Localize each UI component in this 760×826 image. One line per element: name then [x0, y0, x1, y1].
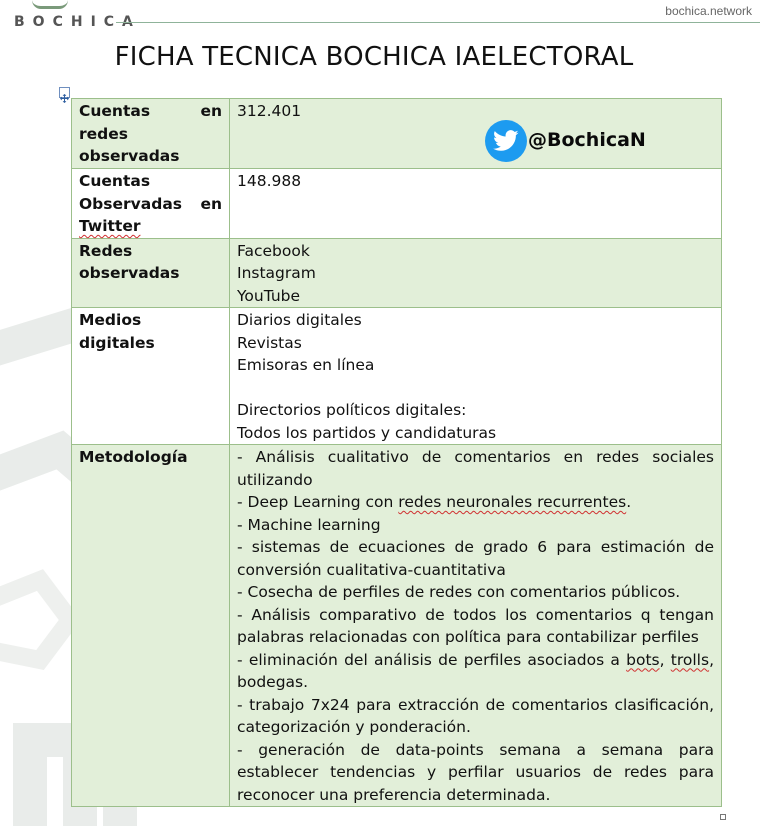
twitter-bird-icon: [485, 120, 527, 162]
row-label-word: Twitter: [79, 217, 141, 235]
table-move-handle-icon[interactable]: [59, 87, 70, 98]
row-label: Metodología: [72, 445, 230, 807]
method-item: [237, 649, 714, 694]
method-item: - Análisis comparativo de todos los comentarios q tengan palabras relacionadas con política para contabilizar perfiles: [237, 605, 714, 646]
list-item: Facebook: [237, 241, 310, 260]
row-label-word: en: [200, 194, 222, 213]
list-item: Emisoras en línea: [237, 356, 375, 374]
table-row: [72, 169, 722, 239]
list-item: Revistas: [237, 333, 302, 352]
site-url[interactable]: bochica.network: [665, 4, 752, 18]
brand-logo: BOCHICA: [14, 14, 141, 30]
method-item: - Análisis cualitativo de comentarios en redes sociales utilizando: [237, 448, 714, 489]
method-item: - trabajo 7x24 para extracción de comentarios clasificación, categorización y ponderación.: [237, 695, 714, 736]
method-text: redes neuronales recurrentes: [398, 493, 627, 511]
spec-table: [71, 98, 722, 807]
row-label: Medios digitales: [72, 308, 230, 445]
row-label: Cuentas en redes observadas: [72, 99, 230, 169]
directory-value: Todos los partidos y candidaturas: [237, 423, 497, 442]
method-text: bots: [626, 650, 660, 669]
page-title: FICHA TECNICA BOCHICA IAELECTORAL: [114, 42, 634, 72]
method-item: - sistemas de ecuaciones de grado 6 para estimación de conversión cualitativa-cuantitativa: [237, 538, 714, 579]
method-text: .: [626, 493, 632, 511]
directory-title: Directorios políticos digitales:: [237, 401, 467, 419]
twitter-handle[interactable]: [485, 120, 714, 162]
list-item: Diarios digitales: [237, 311, 362, 329]
table-row: [72, 99, 722, 169]
method-item: - generación de data-points semana a semana para establecer tendencias y perfilar usuarios de redes para reconocer una preferencia determinada.: [237, 740, 714, 804]
method-text: ,: [659, 650, 671, 669]
method-text: , bodegas.: [237, 650, 714, 691]
row-value: 148.988: [230, 169, 722, 239]
row-label-line: [79, 193, 222, 216]
row-label-line: Cuentas: [79, 172, 151, 190]
method-item: - Cosecha de perfiles de redes con comentarios públicos.: [237, 583, 681, 601]
blank-line: [237, 377, 714, 400]
row-value: [230, 238, 722, 308]
row-label: Redes observadas: [72, 238, 230, 308]
method-item: [237, 491, 714, 514]
logo-mark: [32, 0, 68, 9]
method-text: trolls: [670, 650, 710, 669]
table-resize-handle[interactable]: [720, 814, 726, 820]
twitter-handle-text: @BochicaN: [528, 129, 646, 152]
row-label-line: [79, 215, 222, 238]
table-row: [72, 238, 722, 308]
row-label: [72, 169, 230, 239]
list-item: YouTube: [237, 286, 301, 305]
table-row: [72, 308, 722, 445]
row-label-word: Observadas: [79, 194, 182, 213]
header-divider: [116, 22, 760, 23]
accounts-total: 312.401: [237, 102, 302, 120]
method-text: - eliminación del análisis de perfiles asociados a: [237, 650, 627, 669]
method-text: - Deep Learning con: [237, 493, 399, 511]
row-value: [230, 308, 722, 445]
table-row: [72, 445, 722, 807]
row-value: [230, 445, 722, 807]
row-value: [230, 99, 722, 169]
method-item: - Machine learning: [237, 515, 381, 534]
list-item: Instagram: [237, 264, 316, 282]
